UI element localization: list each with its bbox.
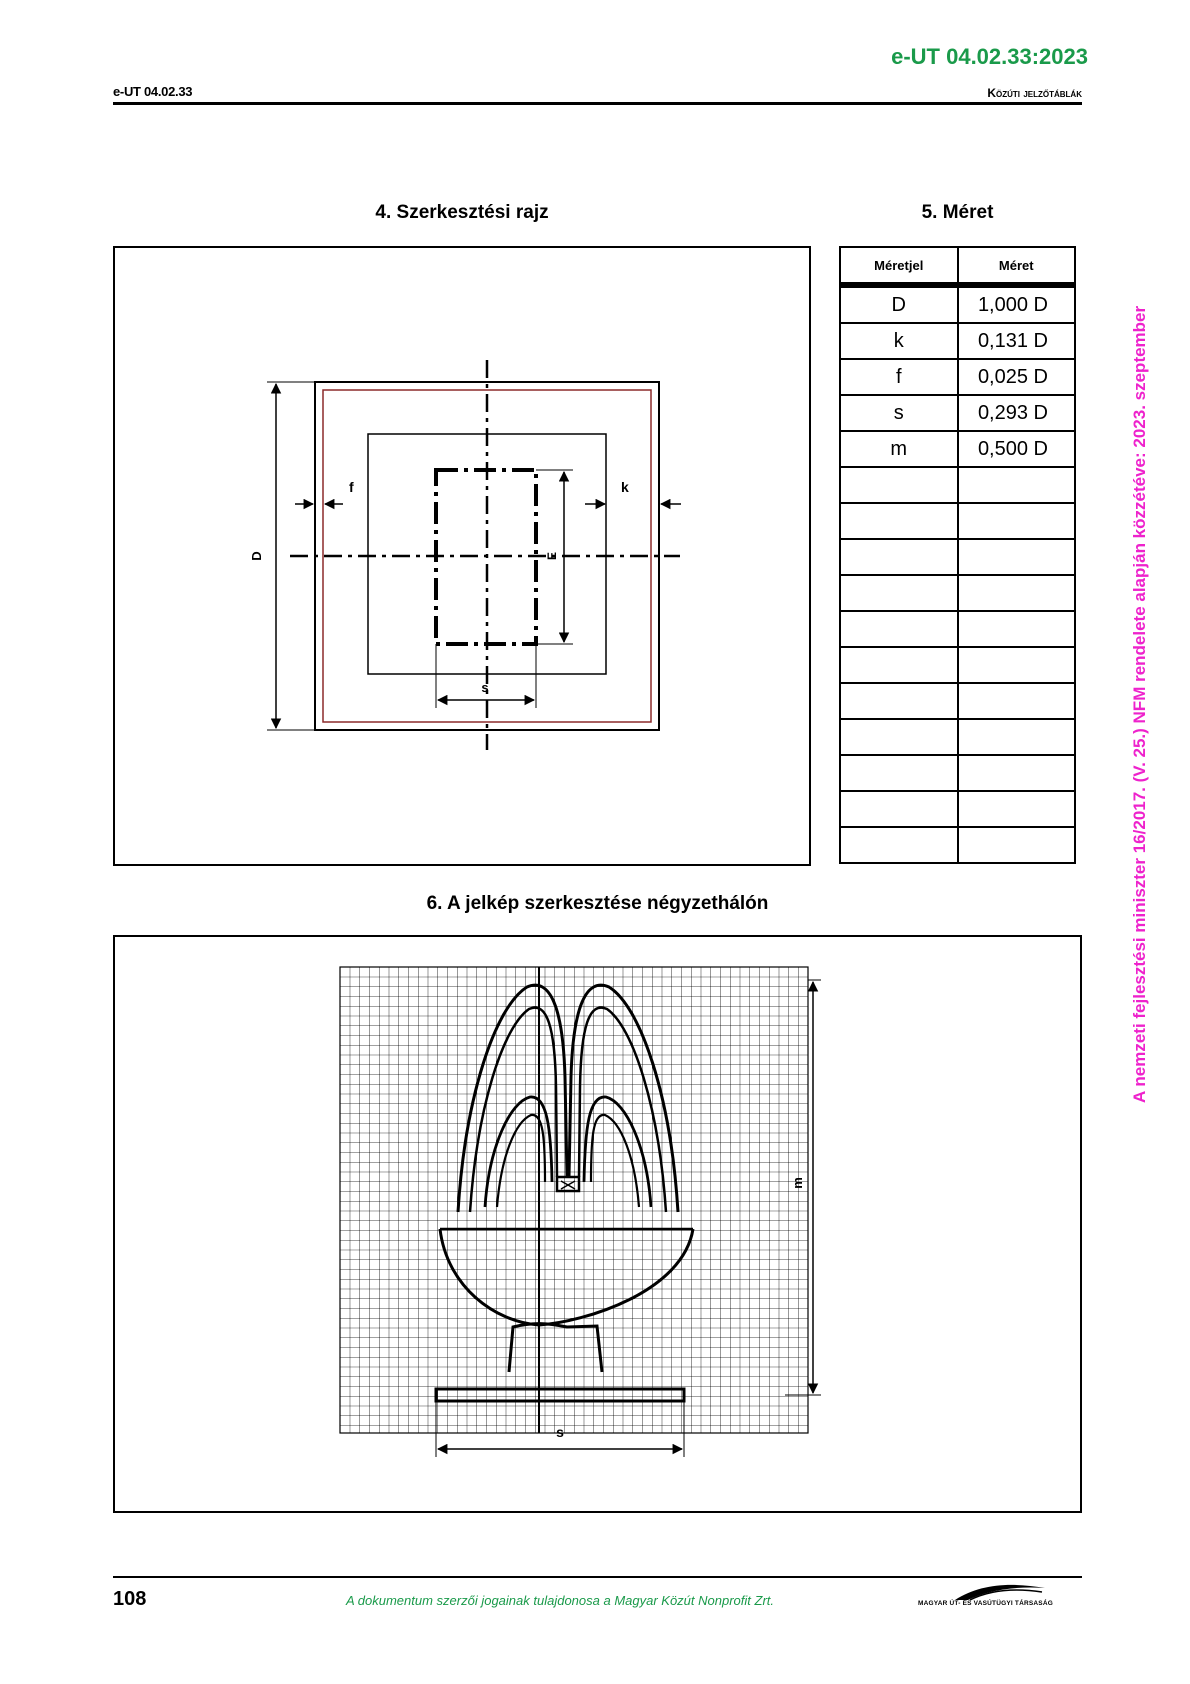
header-dimension-symbol: Méretjel: [840, 247, 958, 285]
table-row: [840, 539, 1075, 575]
cell-symbol: [840, 467, 958, 503]
cell-symbol: [840, 755, 958, 791]
cell-value: [958, 503, 1076, 539]
cell-value: [958, 719, 1076, 755]
table-row: [840, 323, 1075, 359]
table-row: [840, 359, 1075, 395]
header-right-title: Közúti jelzőtáblák: [987, 86, 1082, 100]
label-f: f: [349, 479, 354, 495]
header-dimension-value: Méret: [958, 247, 1076, 285]
label-E: E: [545, 551, 559, 561]
cell-symbol: k: [840, 323, 958, 359]
table-row: [840, 683, 1075, 719]
table-row: [840, 791, 1075, 827]
cell-symbol: [840, 791, 958, 827]
size-table-header: [840, 247, 1075, 285]
label-D: D: [249, 551, 264, 561]
table-row: [840, 467, 1075, 503]
cell-symbol: [840, 503, 958, 539]
publication-side-note: A nemzeti fejlesztési miniszter 16/2017. (V. 25.) NFM rendelete alapján közzétéve: 2023. szeptember: [1130, 305, 1149, 1103]
table-row: [840, 647, 1075, 683]
cell-value: 0,025 D: [958, 359, 1076, 395]
table-row: [840, 503, 1075, 539]
cell-symbol: [840, 827, 958, 863]
cell-value: [958, 791, 1076, 827]
table-row: [840, 285, 1075, 323]
table-row: [840, 611, 1075, 647]
cell-symbol: [840, 539, 958, 575]
cell-symbol: s: [840, 395, 958, 431]
label-k: k: [621, 479, 629, 495]
cell-value: 0,500 D: [958, 431, 1076, 467]
construction-drawing: [115, 248, 809, 864]
cell-value: [958, 647, 1076, 683]
cell-value: 1,000 D: [958, 285, 1076, 323]
cell-value: 0,131 D: [958, 323, 1076, 359]
cell-symbol: [840, 647, 958, 683]
size-table-title: 5. Méret: [921, 202, 994, 223]
cell-symbol: D: [840, 285, 958, 323]
cell-symbol: f: [840, 359, 958, 395]
cell-symbol: [840, 683, 958, 719]
cell-symbol: [840, 719, 958, 755]
construction-drawing-frame: [113, 246, 811, 866]
cell-value: [958, 575, 1076, 611]
publisher-name: MAGYAR ÚT- ÉS VASÚTÜGYI TÁRSASÁG: [918, 1600, 1053, 1607]
cell-symbol: m: [840, 431, 958, 467]
footer-rule: [113, 1576, 1082, 1578]
cell-value: [958, 827, 1076, 863]
table-row: [840, 575, 1075, 611]
label-s-grid: s: [556, 1424, 564, 1440]
table-row: [840, 431, 1075, 467]
cell-value: [958, 611, 1076, 647]
cell-value: [958, 467, 1076, 503]
table-row: [840, 827, 1075, 863]
grid-construction-title: 6. A jelkép szerkesztése négyzethálón: [426, 893, 769, 914]
cell-value: [958, 539, 1076, 575]
table-row: [840, 719, 1075, 755]
table-row: [840, 395, 1075, 431]
document-code: e-UT 04.02.33:2023: [891, 44, 1088, 69]
copyright-notice: A dokumentum szerzői jogainak tulajdonosa a Magyar Közút Nonprofit Zrt.: [345, 1593, 774, 1608]
cell-value: 0,293 D: [958, 395, 1076, 431]
label-s: s: [481, 680, 489, 695]
cell-value: [958, 755, 1076, 791]
label-m: m: [790, 1177, 805, 1189]
cell-value: [958, 683, 1076, 719]
header-rule: [113, 102, 1082, 105]
header-left-code: e-UT 04.02.33: [113, 84, 193, 99]
cell-symbol: [840, 575, 958, 611]
grid-drawing: [115, 937, 1080, 1511]
construction-drawing-title: 4. Szerkesztési rajz: [375, 202, 549, 223]
size-table: [839, 246, 1076, 864]
table-row: [840, 755, 1075, 791]
cell-symbol: [840, 611, 958, 647]
grid-drawing-frame: [113, 935, 1082, 1513]
page-number: 108: [113, 1588, 147, 1610]
